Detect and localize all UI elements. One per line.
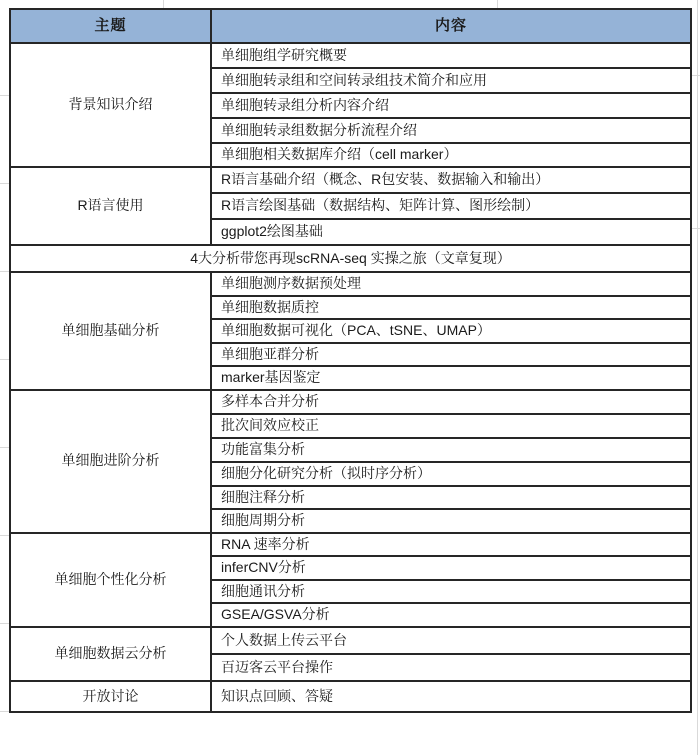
table-row [10, 43, 691, 68]
background-gridline [0, 95, 9, 96]
background-gridline [697, 0, 698, 755]
topic-cell: 单细胞个性化分析 [10, 533, 211, 628]
header-cell-content: 内容 [211, 9, 691, 43]
topic-cell: 背景知识介绍 [10, 43, 211, 167]
table-row [10, 272, 691, 296]
content-cell: 单细胞亚群分析 [211, 343, 691, 367]
table-row [10, 390, 691, 414]
table-header [10, 9, 691, 43]
background-gridline [0, 535, 9, 536]
content-cell: 细胞分化研究分析（拟时序分析） [211, 462, 691, 486]
content-cell: 功能富集分析 [211, 438, 691, 462]
course-syllabus-table [9, 8, 692, 713]
content-cell: 知识点回顾、答疑 [211, 681, 691, 712]
background-gridline [0, 271, 9, 272]
background-gridline [0, 183, 9, 184]
content-cell: GSEA/GSVA分析 [211, 603, 691, 627]
content-cell: R语言基础介绍（概念、R包安装、数据输入和输出） [211, 167, 691, 193]
content-cell: marker基因鉴定 [211, 366, 691, 390]
content-cell: 单细胞相关数据库介绍（cell marker） [211, 143, 691, 167]
topic-cell: 开放讨论 [10, 681, 211, 712]
merged-row-cell: 4大分析带您再现scRNA-seq 实操之旅（文章复现） [10, 245, 691, 272]
content-cell: inferCNV分析 [211, 556, 691, 580]
content-cell: 细胞注释分析 [211, 486, 691, 510]
header-cell-topic: 主题 [10, 9, 211, 43]
content-cell: 单细胞转录组分析内容介绍 [211, 93, 691, 118]
table-row [10, 627, 691, 654]
header-row [10, 9, 691, 43]
content-cell: R语言绘图基础（数据结构、矩阵计算、图形绘制） [211, 193, 691, 219]
content-cell: RNA 速率分析 [211, 533, 691, 557]
content-cell: 单细胞数据可视化（PCA、tSNE、UMAP） [211, 319, 691, 343]
background-gridline [0, 359, 9, 360]
topic-cell: 单细胞进阶分析 [10, 390, 211, 533]
background-gridline [0, 623, 9, 624]
content-cell: 细胞周期分析 [211, 509, 691, 533]
content-cell: 单细胞转录组和空间转录组技术简介和应用 [211, 68, 691, 93]
content-cell: 多样本合并分析 [211, 390, 691, 414]
content-cell: 个人数据上传云平台 [211, 627, 691, 654]
topic-cell: 单细胞数据云分析 [10, 627, 211, 681]
background-gridline [692, 75, 700, 76]
table-row [10, 533, 691, 557]
background-gridline [692, 228, 700, 229]
content-cell: 单细胞转录组数据分析流程介绍 [211, 118, 691, 143]
background-gridline [163, 0, 164, 8]
table-row [10, 681, 691, 712]
content-cell: 批次间效应校正 [211, 414, 691, 438]
content-cell: 单细胞数据质控 [211, 296, 691, 320]
topic-cell: R语言使用 [10, 167, 211, 245]
table-body [10, 43, 691, 712]
topic-cell: 单细胞基础分析 [10, 272, 211, 390]
content-cell: 百迈客云平台操作 [211, 654, 691, 681]
merged-row [10, 245, 691, 272]
background-gridline [497, 0, 498, 8]
background-gridline [0, 711, 9, 712]
content-cell: ggplot2绘图基础 [211, 219, 691, 245]
table-row [10, 167, 691, 193]
background-gridline [0, 447, 9, 448]
content-cell: 细胞通讯分析 [211, 580, 691, 604]
content-cell: 单细胞组学研究概要 [211, 43, 691, 68]
content-cell: 单细胞测序数据预处理 [211, 272, 691, 296]
